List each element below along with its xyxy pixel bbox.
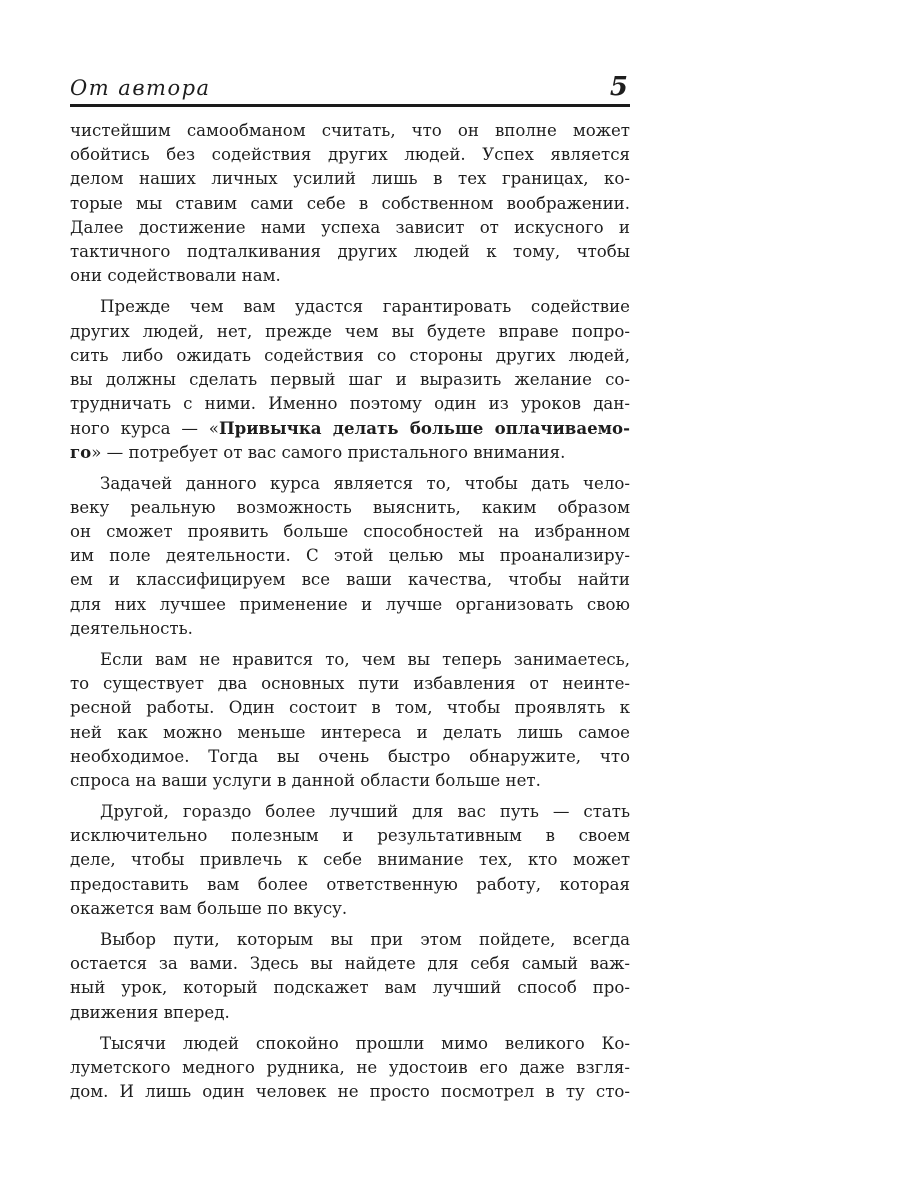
page-number: 5 xyxy=(609,72,628,102)
text-line-with-bold xyxy=(70,440,630,464)
text-line: Тысячи людей спокойно прошли мимо великого Ко- xyxy=(100,1033,630,1053)
text-line: спроса на ваши услуги в данной области больше нет. xyxy=(70,770,541,790)
text-line: трудничать с ними. Именно поэтому один из уроков дан- xyxy=(70,394,630,414)
paragraph-5 xyxy=(70,800,630,921)
text-line: необходимое. Тогда вы очень быстро обнаружите, что xyxy=(70,746,630,766)
text-line: деле, чтобы привлечь к себе внимание тех, кто может xyxy=(70,850,630,870)
text-line-with-bold xyxy=(70,416,630,440)
text-line: они содействовали нам. xyxy=(70,266,281,286)
bold-lesson-title: Привычка делать больше оплачиваемо- xyxy=(218,418,631,439)
text-line: предоставить вам более ответственную работу, которая xyxy=(70,874,630,894)
text-line: то существует два основных пути избавления от неинте- xyxy=(70,674,630,694)
body-text xyxy=(70,119,630,1104)
text-line: деятельность. xyxy=(70,618,193,638)
text-line: Другой, гораздо более лучший для вас путь — стать xyxy=(100,802,630,822)
text-line: вы должны сделать первый шаг и выразить желание со- xyxy=(70,369,630,389)
text-line: ный урок, который подскажет вам лучший способ про- xyxy=(70,978,630,998)
text-line: обойтись без содействия других людей. Успех является xyxy=(70,145,630,165)
text-line: для них лучшее применение и лучше организовать свою xyxy=(70,594,630,614)
text-line: других людей, нет, прежде чем вы будете вправе попро- xyxy=(70,321,630,341)
text-line: окажется вам больше по вкусу. xyxy=(70,898,348,918)
text-line: Далее достижение нами успеха зависит от искусного и xyxy=(70,217,630,237)
text-line: дом. И лишь один человек не просто посмотрел в ту сто- xyxy=(70,1082,630,1102)
text-run: » — потребует от вас самого пристального внимания. xyxy=(91,443,566,463)
text-line: чистейшим самообманом считать, что он вполне может xyxy=(70,121,630,140)
text-line: Если вам не нравится то, чем вы теперь занимаетесь, xyxy=(100,649,630,669)
text-line: исключительно полезным и результативным в своем xyxy=(70,826,630,846)
text-run: ного курса — « xyxy=(70,419,219,439)
text-line: он сможет проявить больше способностей на избранном xyxy=(70,522,630,541)
text-line: Выбор пути, которым вы при этом пойдете, всегда xyxy=(100,930,630,949)
text-line: движения вперед. xyxy=(70,1002,230,1022)
paragraph-7 xyxy=(70,1032,630,1105)
paragraph-1 xyxy=(70,119,630,288)
text-line: ней как можно меньше интереса и делать лишь самое xyxy=(70,722,630,742)
bold-lesson-title: го xyxy=(70,442,92,463)
text-line: торые мы ставим сами себе в собственном воображении. xyxy=(70,193,630,213)
text-line: сить либо ожидать содействия со стороны других людей, xyxy=(70,345,630,365)
text-line: веку реальную возможность выяснить, каким образом xyxy=(70,497,630,517)
paragraph-6 xyxy=(70,928,630,1025)
paragraph-2 xyxy=(70,295,630,464)
text-line: им поле деятельности. С этой целью мы проанализиру- xyxy=(70,546,630,566)
running-header-title: От автора xyxy=(70,76,211,100)
paragraph-4 xyxy=(70,648,630,793)
text-line: ресной работы. Один состоит в том, чтобы проявлять к xyxy=(70,698,630,718)
text-line: луметского медного рудника, не удостоив его даже взгля- xyxy=(70,1057,630,1077)
text-line: остается за вами. Здесь вы найдете для себя самый важ- xyxy=(70,954,630,974)
paragraph-3 xyxy=(70,472,630,641)
text-line: Прежде чем вам удастся гарантировать содействие xyxy=(100,297,630,317)
text-line: делом наших личных усилий лишь в тех границах, ко- xyxy=(70,169,630,189)
running-header xyxy=(70,72,630,107)
text-line: ем и классифицируем все ваши качества, чтобы найти xyxy=(70,570,630,590)
text-line: Задачей данного курса является то, чтобы дать чело- xyxy=(100,473,630,493)
text-line: тактичного подталкивания других людей к тому, чтобы xyxy=(70,241,630,261)
